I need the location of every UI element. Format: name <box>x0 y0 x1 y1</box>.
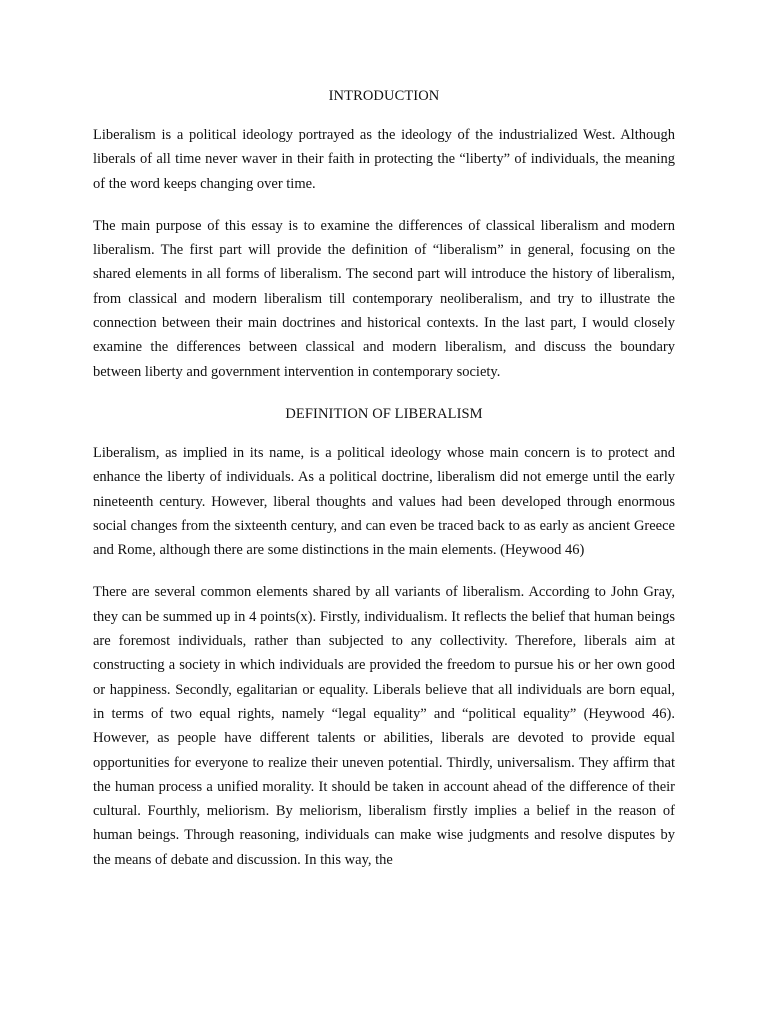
paragraph: There are several common elements shared by all variants of liberalism. According to John Gray, they can be summed up in 4 points(x). Firstly, individualism. It reflects the belief that human beings are foremost individuals, rather than subjected to any collectivity. Therefore, liberals aim at constructing a society in which individuals are provided the freedom to pursue his or her own good or happiness. Secondly, egalitarian or equality. Liberals believe that all individuals are born equal, in terms of two equal rights, namely “legal equality” and “political equality” (Heywood 46). However, as people have different talents or abilities, liberals are devoted to provide equal opportunities for everyone to realize their uneven potential. Thirdly, universalism. They affirm that the human process a unified morality. It should be taken in account ahead of the difference of their cultural. Fourthly, meliorism. By meliorism, liberalism firstly implies a belief in the reason of human beings. Through reasoning, individuals can make wise judgments and resolve disputes by the means of debate and discussion. In this way, the <box>93 584 675 868</box>
paragraph: Liberalism, as implied in its name, is a political ideology whose main concern is to protect and enhance the liberty of individuals. As a political doctrine, liberalism did not emerge until the early nineteenth century. However, liberal thoughts and values had been developed through enormous social changes from the sixteenth century, and can even be traced back to as early as ancient Greece and Rome, although there are some distinctions in the main elements. (Heywood 46) <box>93 444 675 559</box>
section-heading-definition: DEFINITION OF LIBERALISM <box>285 405 483 422</box>
section-heading-introduction: INTRODUCTION <box>328 88 440 104</box>
document-body <box>93 84 675 890</box>
paragraph: The main purpose of this essay is to examine the differences of classical liberalism and modern liberalism. The first part will provide the definition of “liberalism” in general, focusing on the shared elements in all forms of liberalism. The second part will introduce the history of liberalism, from classical and modern liberalism till contemporary neoliberalism, and try to illustrate the connection between their main doctrines and historical contexts. In the last part, I would closely examine the differences between classical and modern liberalism, and discuss the boundary between liberty and government intervention in contemporary society. <box>93 217 675 380</box>
paragraph: Liberalism is a political ideology portrayed as the ideology of the industrialized West. Although liberals of all time never waver in their faith in protecting the “liberty” of individuals, the meaning of the word keeps changing over time. <box>93 127 675 192</box>
